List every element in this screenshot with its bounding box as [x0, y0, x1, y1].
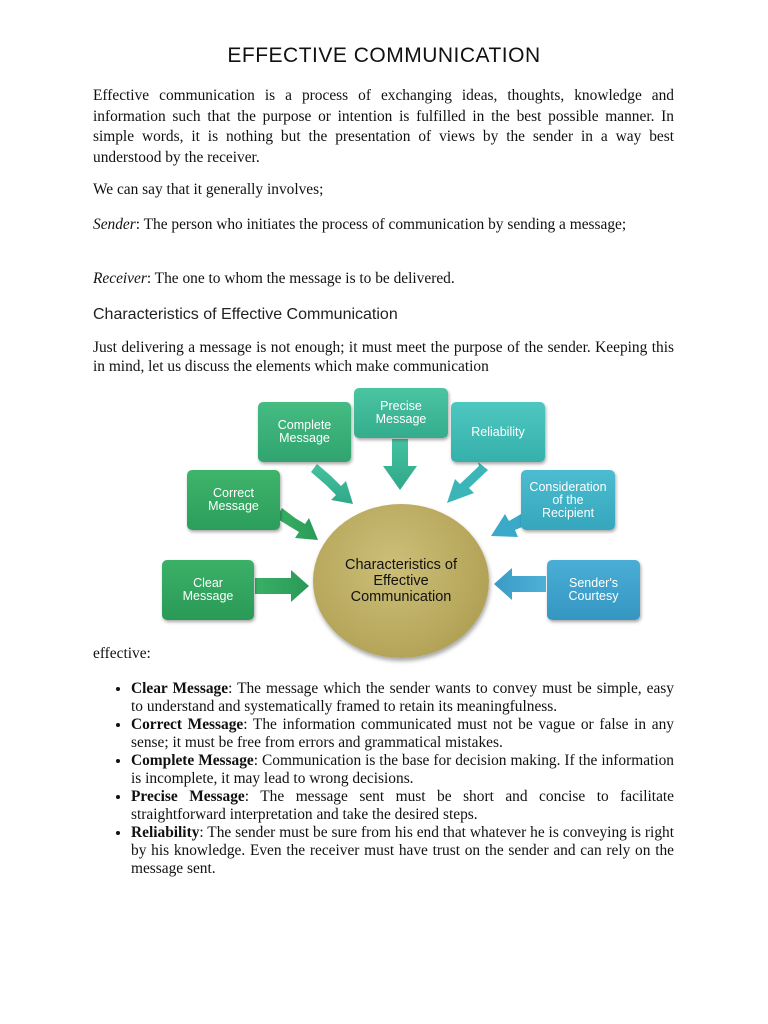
intro-paragraph: Effective communication is a process of exchanging ideas, thoughts, knowledge and information such that the purpose or intention is fulfilled in the best possible manner. In simple words, it is nothing but the presentation of views by the sender in a way best understood by the receiver.	[93, 87, 674, 166]
arrow-clear	[255, 570, 309, 602]
box-reliability	[451, 402, 545, 462]
box-consideration	[521, 470, 615, 530]
section-heading: Characteristics of Effective Communication	[93, 306, 398, 323]
box-clear-message	[162, 560, 254, 620]
list-item-term: Precise Message	[131, 788, 245, 805]
list-item-text: : The message which the sender wants to convey must be simple, easy to understand and systematically framed to retain its meaningfulness.	[131, 680, 674, 715]
list-item-term: Reliability	[131, 824, 200, 841]
box-precise-message	[354, 388, 448, 438]
box-consideration-label: Consideration of the Recipient	[529, 479, 607, 520]
list-item	[131, 716, 674, 752]
arrow-correct	[276, 508, 318, 540]
box-correct-label: Correct Message	[208, 486, 259, 513]
list-item	[131, 824, 674, 878]
sender-paragraph	[93, 215, 674, 236]
box-precise-label: Precise Message	[375, 399, 427, 426]
center-label: Characteristics of Effective Communication	[344, 557, 457, 605]
center-circle	[313, 504, 489, 658]
effective-text: effective:	[93, 645, 151, 662]
list-item-text: : Communication is the base for decision making. If the information is incomplete, it may lead to wrong decisions.	[131, 752, 674, 787]
list-item	[131, 680, 674, 716]
box-complete-message	[258, 402, 351, 462]
list-item-term: Complete Message	[131, 752, 254, 769]
list-item	[131, 752, 674, 788]
characteristics-diagram	[155, 390, 645, 665]
list-item-text: : The information communicated must not be vague or false in any sense; it must be free from errors and grammatical mistakes.	[131, 716, 674, 751]
arrow-reliability	[447, 462, 488, 503]
box-correct-message	[187, 470, 280, 530]
receiver-paragraph	[93, 269, 674, 290]
box-reliability-label: Reliability	[471, 424, 525, 439]
sender-term: Sender	[93, 216, 136, 233]
list-item-text: : The message sent must be short and concise to facilitate straightforward interpretation and take the desired steps.	[131, 788, 675, 823]
involves-paragraph: We can say that it generally involves;	[93, 181, 324, 198]
receiver-term: Receiver	[93, 270, 147, 287]
list-item-term: Clear Message	[131, 680, 229, 697]
sender-text: : The person who initiates the process of communication by sending a message;	[135, 216, 627, 233]
arrow-complete	[311, 464, 353, 504]
list-item-text: : The sender must be sure from his end that whatever he is conveying is right by his knowledge. Even the receiver must have trust on the sender and can rely on the message sent.	[131, 824, 674, 877]
receiver-text: : The one to whom the message is to be delivered.	[146, 270, 455, 287]
arrow-courtesy	[494, 568, 546, 600]
box-complete-label: Complete Message	[277, 418, 332, 445]
page-title: EFFECTIVE COMMUNICATION	[227, 44, 541, 67]
delivering-paragraph: Just delivering a message is not enough; it must meet the purpose of the sender. Keeping this in mind, let us discuss the elements which make communication	[93, 339, 674, 375]
list-item-term: Correct Message	[131, 716, 244, 733]
characteristics-list	[93, 680, 674, 878]
box-courtesy-label: Sender's Courtesy	[568, 576, 619, 603]
arrow-precise	[383, 439, 417, 490]
list-item	[131, 788, 674, 824]
box-clear-label: Clear Message	[182, 576, 234, 603]
box-senders-courtesy	[547, 560, 640, 620]
